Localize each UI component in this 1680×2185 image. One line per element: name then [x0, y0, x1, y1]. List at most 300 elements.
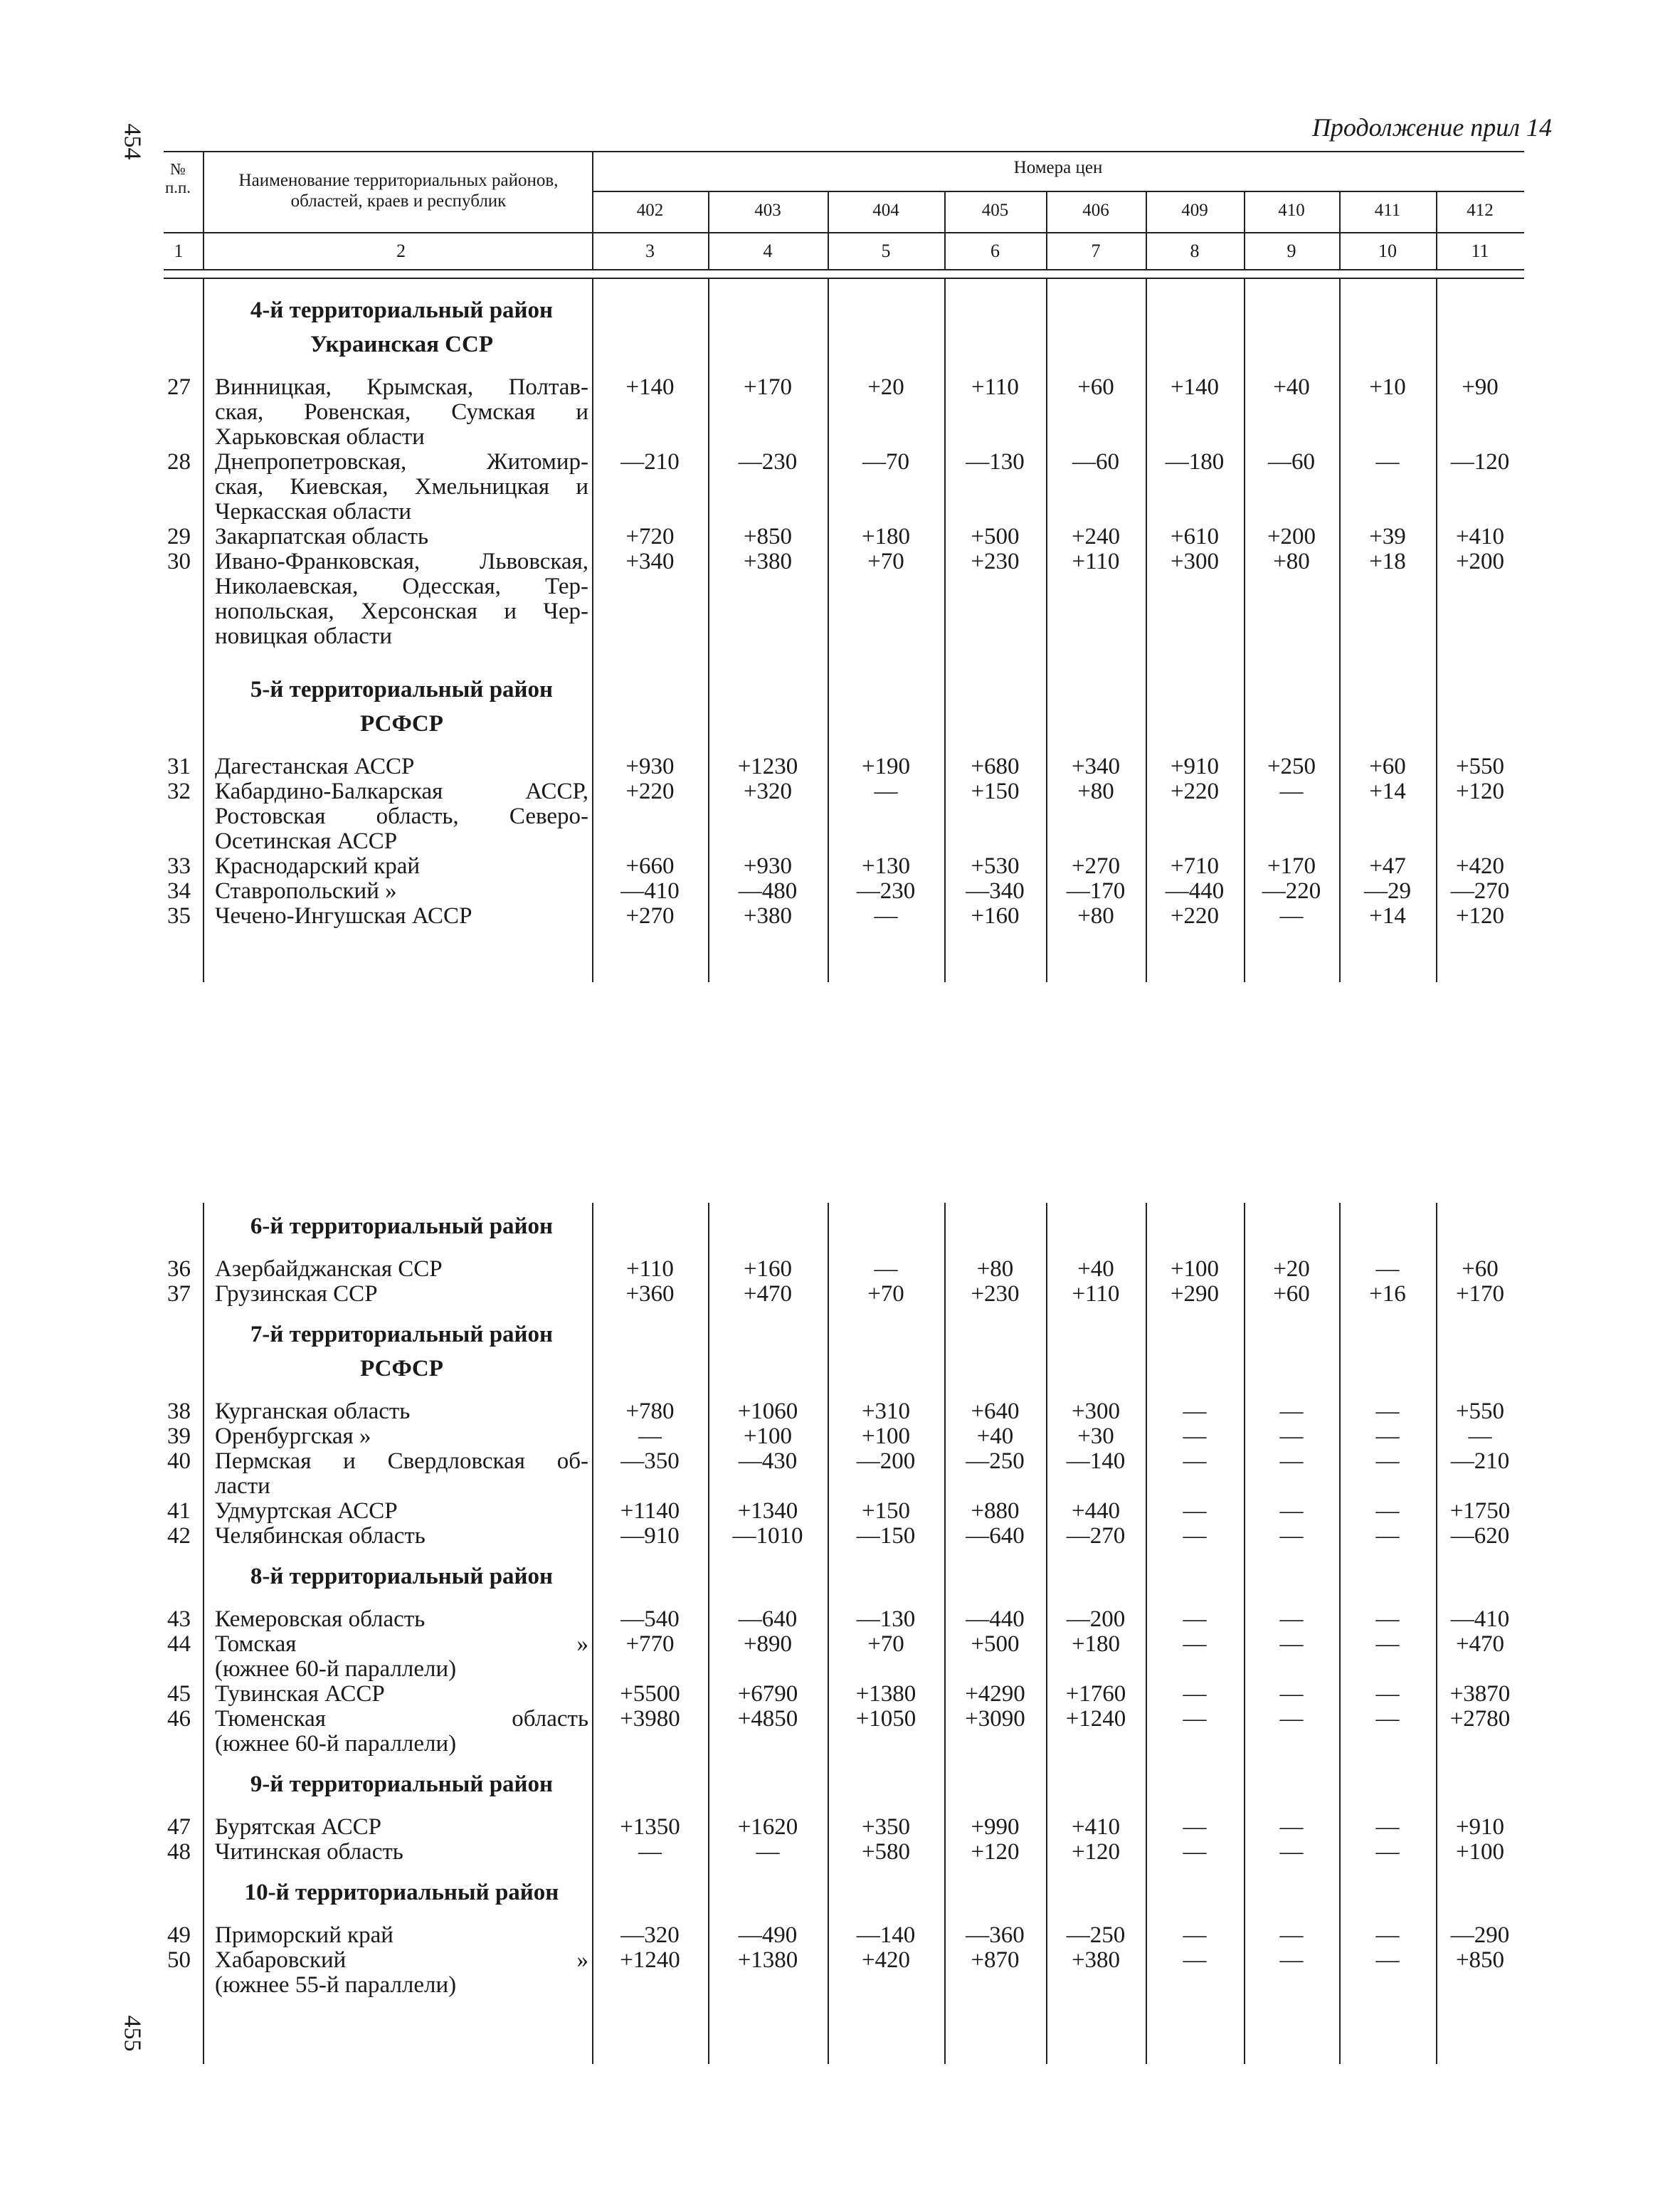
price-value-402: —910 [620, 1523, 680, 1549]
header-group-rule [592, 191, 1524, 192]
region-name-line: нопольская, Херсонская и Чер- [215, 599, 588, 624]
price-value-405: +640 [971, 1399, 1020, 1424]
region-name-line: Чечено-Ингушская АССР [215, 903, 472, 929]
row-number: 36 [167, 1256, 191, 1282]
price-value-405: —250 [966, 1448, 1025, 1474]
region-name-line: Хабаровский » [215, 1947, 588, 1973]
price-value-405: +870 [971, 1947, 1020, 1973]
price-value-403: —230 [738, 449, 798, 475]
price-value-410: — [1279, 1947, 1304, 1973]
price-value-402: +5500 [620, 1681, 680, 1707]
table-row [0, 1839, 1680, 1865]
price-value-402: —350 [620, 1448, 680, 1474]
table-row [0, 1681, 1680, 1707]
price-value-411: — [1375, 1631, 1400, 1657]
price-value-403: +380 [743, 903, 793, 929]
table-row [0, 779, 1680, 854]
price-value-405: +680 [971, 754, 1020, 779]
price-value-406: +380 [1071, 1947, 1121, 1973]
section-heading: 5-й территориальный район [250, 677, 554, 702]
price-value-411: +10 [1369, 374, 1406, 400]
price-value-402: +780 [625, 1399, 675, 1424]
header-column-rule [1046, 192, 1047, 232]
column-number-8: 8 [1190, 241, 1200, 261]
price-value-411: — [1375, 1448, 1400, 1474]
region-name-line: Краснодарский край [215, 853, 421, 879]
region-name-line: Азербайджанская ССР [215, 1256, 443, 1282]
price-value-409: +290 [1170, 1281, 1220, 1307]
price-value-409: +910 [1170, 754, 1220, 779]
section-heading: РСФСР [360, 711, 443, 737]
row-number: 47 [167, 1814, 191, 1840]
price-value-412: +1750 [1449, 1498, 1511, 1524]
price-value-406: +440 [1071, 1498, 1121, 1524]
price-value-409: +220 [1170, 903, 1220, 929]
price-value-404: +310 [861, 1399, 911, 1424]
table-row [0, 1498, 1680, 1524]
price-value-405: +120 [971, 1839, 1020, 1865]
row-number: 33 [167, 853, 191, 879]
col-name-header: Наименование территориальных районов, областей, краев и республик [238, 171, 559, 211]
price-value-411: — [1375, 1606, 1400, 1632]
price-value-405: +40 [976, 1423, 1014, 1449]
price-number-409: 409 [1181, 201, 1208, 220]
price-value-412: +550 [1455, 754, 1505, 779]
price-value-410: +170 [1267, 853, 1316, 879]
price-value-412: —410 [1450, 1606, 1510, 1632]
price-value-409: —180 [1165, 449, 1225, 475]
price-value-405: +80 [976, 1256, 1014, 1282]
price-value-411: — [1375, 1399, 1400, 1424]
price-value-403: +1340 [737, 1498, 798, 1524]
price-value-412: —620 [1450, 1523, 1510, 1549]
colnum-bottom-rule [164, 269, 1524, 270]
row-number: 44 [167, 1631, 191, 1657]
price-value-404: +1380 [855, 1681, 916, 1707]
price-value-409: — [1183, 1423, 1207, 1449]
price-value-411: — [1375, 1922, 1400, 1948]
price-value-412: +3870 [1449, 1681, 1511, 1707]
price-value-405: +990 [971, 1814, 1020, 1840]
price-value-409: — [1183, 1399, 1207, 1424]
row-number: 39 [167, 1423, 191, 1449]
price-value-405: —440 [966, 1606, 1025, 1632]
price-value-406: +270 [1071, 853, 1121, 879]
price-value-404: +420 [861, 1947, 911, 1973]
price-value-405: —130 [966, 449, 1025, 475]
price-value-402: +3980 [620, 1706, 680, 1732]
table-row [0, 1399, 1680, 1424]
price-value-409: — [1183, 1448, 1207, 1474]
price-value-410: — [1279, 1523, 1304, 1549]
price-value-403: +1230 [737, 754, 798, 779]
colnum-column-rule [1436, 233, 1437, 269]
price-value-411: — [1375, 1947, 1400, 1973]
price-value-409: — [1183, 1922, 1207, 1948]
price-value-412: +850 [1455, 1947, 1505, 1973]
price-value-404: +190 [861, 754, 911, 779]
price-value-410: +80 [1273, 549, 1310, 574]
price-value-405: +230 [971, 1281, 1020, 1307]
region-name-line: Бурятская АССР [215, 1814, 381, 1840]
region-name-line: Винницкая, Крымская, Полтав- [215, 374, 588, 400]
price-value-406: —170 [1066, 878, 1126, 904]
price-value-409: — [1183, 1839, 1207, 1865]
region-name-line: ская, Ровенская, Сумская и [215, 399, 588, 425]
region-name-line: Осетинская АССР [215, 828, 398, 854]
price-number-410: 410 [1278, 201, 1305, 220]
price-value-412: —120 [1450, 449, 1510, 475]
region-name-line: (южнее 55-й параллели) [215, 1972, 457, 1998]
price-value-409: +220 [1170, 779, 1220, 804]
price-value-411: +47 [1369, 853, 1406, 879]
price-value-403: —1010 [732, 1523, 803, 1549]
price-value-409: — [1183, 1681, 1207, 1707]
header-column-rule [1146, 192, 1147, 232]
price-value-409: — [1183, 1606, 1207, 1632]
price-value-410: +250 [1267, 754, 1316, 779]
price-value-409: — [1183, 1631, 1207, 1657]
row-number: 45 [167, 1681, 191, 1707]
column-number-10: 10 [1378, 241, 1397, 261]
row-number: 49 [167, 1922, 191, 1948]
price-value-404: —70 [862, 449, 909, 475]
row-number: 35 [167, 903, 191, 929]
price-value-412: +120 [1455, 903, 1505, 929]
price-value-412: +410 [1455, 524, 1505, 549]
price-value-410: — [1279, 1498, 1304, 1524]
column-number-11: 11 [1471, 241, 1489, 261]
price-value-411: +18 [1369, 549, 1406, 574]
price-value-405: +500 [971, 1631, 1020, 1657]
row-number: 27 [167, 374, 191, 400]
row-number: 38 [167, 1399, 191, 1424]
region-name-line: Кабардино-Балкарская АССР, [215, 779, 588, 804]
price-value-412: +60 [1462, 1256, 1499, 1282]
price-value-409: —440 [1165, 878, 1225, 904]
price-value-405: +880 [971, 1498, 1020, 1524]
row-number: 42 [167, 1523, 191, 1549]
price-value-405: —360 [966, 1922, 1025, 1948]
table-row [0, 549, 1680, 649]
price-value-406: —200 [1066, 1606, 1126, 1632]
row-number: 46 [167, 1706, 191, 1732]
price-number-402: 402 [636, 201, 664, 220]
price-value-402: +110 [626, 1256, 674, 1282]
region-name-line: Черкасская области [215, 499, 411, 525]
price-value-406: —140 [1066, 1448, 1126, 1474]
price-value-406: +30 [1077, 1423, 1114, 1449]
price-value-410: +20 [1273, 1256, 1310, 1282]
row-number: 41 [167, 1498, 191, 1524]
price-value-404: — [874, 903, 898, 929]
price-value-411: +60 [1369, 754, 1406, 779]
price-value-409: +710 [1170, 853, 1220, 879]
table-row [0, 524, 1680, 549]
price-value-402: +270 [625, 903, 675, 929]
row-number: 32 [167, 779, 191, 804]
price-value-410: — [1279, 1814, 1304, 1840]
price-value-410: —220 [1262, 878, 1321, 904]
section-heading: 10-й территориальный район [244, 1880, 559, 1905]
price-value-410: — [1279, 1631, 1304, 1657]
price-value-409: +610 [1170, 524, 1220, 549]
price-value-410: — [1279, 1448, 1304, 1474]
price-number-405: 405 [981, 201, 1009, 220]
row-number: 43 [167, 1606, 191, 1632]
price-number-403: 403 [754, 201, 781, 220]
header-top-rule [164, 151, 1524, 152]
header-column-rule [592, 151, 593, 191]
price-value-411: — [1375, 449, 1400, 475]
price-value-402: +1240 [620, 1947, 680, 1973]
price-value-402: +720 [625, 524, 675, 549]
table-row [0, 1631, 1680, 1682]
price-value-403: +320 [743, 779, 793, 804]
price-value-406: +110 [1072, 549, 1120, 574]
price-value-409: — [1183, 1523, 1207, 1549]
price-value-406: +340 [1071, 754, 1121, 779]
price-value-410: — [1279, 1423, 1304, 1449]
price-value-402: +1140 [620, 1498, 680, 1524]
price-value-405: +230 [971, 549, 1020, 574]
header-column-rule [828, 192, 829, 232]
price-value-405: +4290 [965, 1681, 1025, 1707]
price-value-406: —60 [1072, 449, 1119, 475]
row-number: 50 [167, 1947, 191, 1973]
header-column-rule [1339, 192, 1341, 232]
price-value-405: +110 [971, 374, 1019, 400]
price-value-406: +1760 [1065, 1681, 1126, 1707]
price-value-404: +130 [861, 853, 911, 879]
price-value-402: +1350 [620, 1814, 680, 1840]
price-value-410: — [1279, 779, 1304, 804]
price-value-405: —640 [966, 1523, 1025, 1549]
region-name-line: Николаевская, Одесская, Тер- [215, 574, 588, 599]
price-value-404: +70 [867, 549, 904, 574]
price-value-404: +100 [861, 1423, 911, 1449]
price-value-405: +150 [971, 779, 1020, 804]
price-value-406: +60 [1077, 374, 1114, 400]
section-heading: 4-й территориальный район [250, 298, 554, 323]
region-name-line: Тюменская область [215, 1706, 588, 1732]
price-value-403: —430 [738, 1448, 798, 1474]
price-value-404: +180 [861, 524, 911, 549]
price-value-411: —29 [1364, 878, 1411, 904]
price-value-405: +500 [971, 524, 1020, 549]
colnum-column-rule [944, 233, 946, 269]
section-heading: Украинская ССР [310, 332, 493, 357]
table-row [0, 1814, 1680, 1840]
price-value-410: +40 [1273, 374, 1310, 400]
price-value-411: +14 [1369, 903, 1406, 929]
column-number-5: 5 [881, 241, 891, 261]
page-number-top: 454 [119, 123, 146, 160]
price-value-412: — [1468, 1423, 1492, 1449]
price-value-403: —490 [738, 1922, 798, 1948]
price-value-406: +80 [1077, 903, 1114, 929]
price-value-403: +170 [743, 374, 793, 400]
region-name-line: (южнее 60-й параллели) [215, 1656, 457, 1682]
price-value-404: —140 [856, 1922, 916, 1948]
price-number-411: 411 [1374, 201, 1401, 220]
colnum-column-rule [1146, 233, 1147, 269]
price-value-412: +550 [1455, 1399, 1505, 1424]
colnum-column-rule [1339, 233, 1341, 269]
table-row [0, 1256, 1680, 1282]
table-row [0, 1606, 1680, 1632]
region-name-line: Пермская и Свердловская об- [215, 1448, 588, 1474]
section-heading: 6-й территориальный район [250, 1213, 554, 1239]
price-value-404: — [874, 1256, 898, 1282]
price-value-403: +380 [743, 549, 793, 574]
price-number-406: 406 [1082, 201, 1109, 220]
price-value-410: — [1279, 903, 1304, 929]
group-header: Номера цен [1013, 158, 1103, 177]
price-value-405: —340 [966, 878, 1025, 904]
colnum-column-rule [1046, 233, 1047, 269]
column-number-7: 7 [1091, 241, 1101, 261]
region-name-line: Днепропетровская, Житомир- [215, 449, 588, 475]
table-row [0, 853, 1680, 879]
body-top-rule [164, 278, 1524, 279]
price-value-403: —640 [738, 1606, 798, 1632]
price-value-411: — [1375, 1681, 1400, 1707]
header-column-rule [1244, 192, 1245, 232]
price-value-406: +180 [1071, 1631, 1121, 1657]
price-value-412: +200 [1455, 549, 1505, 574]
column-number-6: 6 [990, 241, 1000, 261]
price-value-404: +70 [867, 1281, 904, 1307]
price-value-402: —320 [620, 1922, 680, 1948]
price-value-411: — [1375, 1814, 1400, 1840]
price-value-403: +890 [743, 1631, 793, 1657]
price-value-411: +39 [1369, 524, 1406, 549]
price-value-410: — [1279, 1399, 1304, 1424]
price-value-404: —130 [856, 1606, 916, 1632]
price-value-402: +930 [625, 754, 675, 779]
region-name-line: Ивано-Франковская, Львовская, [215, 549, 588, 574]
price-value-404: —150 [856, 1523, 916, 1549]
price-value-403: +1060 [737, 1399, 798, 1424]
region-name-line: Томская » [215, 1631, 588, 1657]
price-value-403: +850 [743, 524, 793, 549]
region-name-line: Харьковская области [215, 424, 425, 450]
price-value-412: +90 [1462, 374, 1499, 400]
price-value-406: +410 [1071, 1814, 1121, 1840]
price-value-409: +100 [1170, 1256, 1220, 1282]
region-name-line: Челябинская область [215, 1523, 426, 1549]
price-value-412: —290 [1450, 1922, 1510, 1948]
column-number-9: 9 [1287, 241, 1296, 261]
table-row [0, 374, 1680, 450]
region-name-line: новицкая области [215, 623, 392, 649]
price-value-402: —410 [620, 878, 680, 904]
row-number: 29 [167, 524, 191, 549]
price-value-406: —270 [1066, 1523, 1126, 1549]
price-value-410: +200 [1267, 524, 1316, 549]
region-name-line: Кемеровская область [215, 1606, 426, 1632]
row-number: 28 [167, 449, 191, 475]
colnum-column-rule [203, 233, 204, 269]
price-value-404: —200 [856, 1448, 916, 1474]
price-number-404: 404 [872, 201, 899, 220]
column-number-1: 1 [174, 241, 184, 261]
region-name-line: Читинская область [215, 1839, 403, 1865]
colnum-column-rule [828, 233, 829, 269]
price-value-404: +580 [861, 1839, 911, 1865]
price-value-409: — [1183, 1706, 1207, 1732]
price-value-411: — [1375, 1706, 1400, 1732]
price-value-406: +110 [1072, 1281, 1120, 1307]
price-value-403: +6790 [737, 1681, 798, 1707]
column-number-3: 3 [645, 241, 655, 261]
price-value-412: +470 [1455, 1631, 1505, 1657]
col-index-header: № п.п. [164, 160, 191, 197]
price-value-410: — [1279, 1922, 1304, 1948]
column-number-4: 4 [763, 241, 773, 261]
price-value-409: — [1183, 1498, 1207, 1524]
row-number: 48 [167, 1839, 191, 1865]
table-row [0, 754, 1680, 779]
price-value-412: +2780 [1449, 1706, 1511, 1732]
region-name-line: Ставропольский » [215, 878, 397, 904]
price-value-412: +170 [1455, 1281, 1505, 1307]
price-value-404: +350 [861, 1814, 911, 1840]
colnum-column-rule [1244, 233, 1245, 269]
price-value-405: +530 [971, 853, 1020, 879]
price-value-403: +470 [743, 1281, 793, 1307]
price-value-402: +660 [625, 853, 675, 879]
price-value-409: +140 [1170, 374, 1220, 400]
table-row [0, 1523, 1680, 1549]
price-value-406: +120 [1071, 1839, 1121, 1865]
table-row [0, 1947, 1680, 1998]
row-number: 37 [167, 1281, 191, 1307]
price-value-404: — [874, 779, 898, 804]
price-value-404: +20 [867, 374, 904, 400]
section-heading: 8-й территориальный район [250, 1564, 554, 1589]
table-row [0, 903, 1680, 929]
price-value-403: +930 [743, 853, 793, 879]
price-value-402: +340 [625, 549, 675, 574]
price-value-411: +16 [1369, 1281, 1406, 1307]
price-value-410: — [1279, 1681, 1304, 1707]
region-name-line: ласти [215, 1473, 270, 1499]
price-value-412: —270 [1450, 878, 1510, 904]
price-value-406: —250 [1066, 1922, 1126, 1948]
price-value-404: +70 [867, 1631, 904, 1657]
price-value-411: — [1375, 1256, 1400, 1282]
region-name-line: Дагестанская АССР [215, 754, 415, 779]
price-value-411: — [1375, 1423, 1400, 1449]
price-value-412: +910 [1455, 1814, 1505, 1840]
price-value-406: +1240 [1065, 1706, 1126, 1732]
price-value-410: — [1279, 1706, 1304, 1732]
price-value-402: +140 [625, 374, 675, 400]
colnum-column-rule [592, 233, 593, 269]
price-value-403: +1620 [737, 1814, 798, 1840]
price-value-403: +1380 [737, 1947, 798, 1973]
table-row [0, 1281, 1680, 1307]
price-value-411: — [1375, 1523, 1400, 1549]
price-value-402: +360 [625, 1281, 675, 1307]
price-value-409: — [1183, 1814, 1207, 1840]
price-value-412: +100 [1455, 1839, 1505, 1865]
region-name-line: Приморский край [215, 1922, 393, 1948]
table-row [0, 878, 1680, 904]
price-value-406: +80 [1077, 779, 1114, 804]
